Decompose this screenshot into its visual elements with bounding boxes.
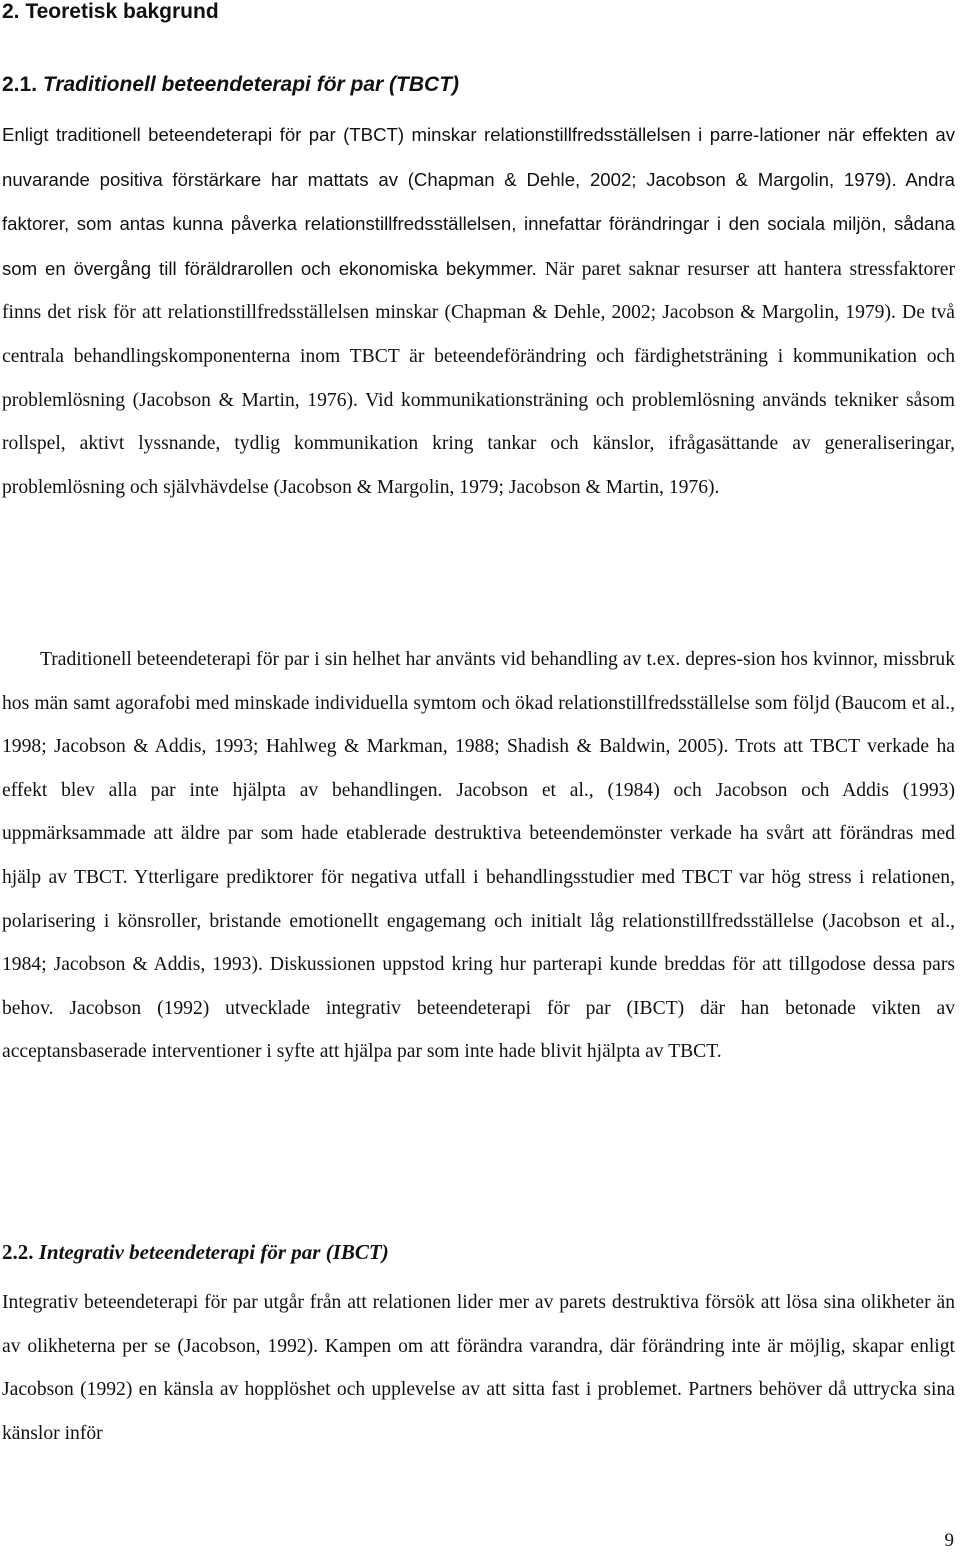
paragraph-run: Andra faktorer, som antas kunna påverka relationstillfredsställelsen, innefattar förändringar i den sociala miljön, sådana som en övergång till föräldrarollen och ekonomiska bekymmer. — [2, 168, 955, 279]
section-title-2-1 — [2, 73, 459, 97]
paragraph-run: När paret saknar resurser att hantera stressfaktorer finns det risk för att relationstillfredsställelsen minskar (Chapman & Dehle, 2002; Jacobson & Margolin, 1979). De två centrala behandlingskomponenterna inom TBCT är beteendeförändring och färdighetsträning i kommunikation och problemlösning (Jacobson & Martin, 1976). Vid kommunikationsträning och problemlösning används tekniker såsom rollspel, aktivt lyssnande, tydlig kommunikation kring tankar och känslor, ifrågasättande av generaliseringar, problemlösning och självhävdelse (Jacobson & Margolin, 1979; Jacobson & Martin, 1976). — [2, 258, 956, 498]
paragraph-tbct-outcomes — [2, 638, 955, 1074]
section-number: 2.1. — [2, 73, 43, 96]
section-title-2-2 — [2, 1240, 389, 1264]
page-number: 9 — [944, 1530, 954, 1551]
section-heading-text: Traditionell beteendeterapi för par (TBCT) — [42, 73, 460, 96]
paragraph-ibct-intro — [2, 1281, 955, 1455]
section-number: 2.2. — [2, 1240, 39, 1264]
paragraph-tbct-intro — [2, 113, 955, 509]
section-heading-text: Integrativ beteendeterapi för par (IBCT) — [38, 1240, 389, 1264]
paragraph-run: Traditionell beteendeterapi för par i sin helhet har använts vid behandling av t.ex. depres-sion hos kvinnor, missbruk hos män samt agorafobi med minskade individuella symtom och ökad relationstillfredsställelse som följd (Baucom et al., 1998; Jacobson & Addis, 1993; Hahlweg & Markman, 1988; Shadish & Baldwin, 2005). Trots att TBCT verkade ha effekt blev alla par inte hjälpta av behandlingen. Jacobson et al., (1984) och Jacobson och Addis (1993) uppmärksammade att äldre par som hade etablerade destruktiva beteendemönster verkade ha svårt att förändras med hjälp av TBCT. Ytterligare prediktorer för negativa utfall i behandlingsstudier med TBCT var hög stress i relationen, polarisering i könsroller, bristande emotionellt engagemang och initialt låg relationstillfredsställelse (Jacobson et al., 1984; Jacobson & Addis, 1993). Diskussionen uppstod kring hur parterapi kunde breddas för att tillgodose dessa pars behov. Jacobson (1992) utvecklade integrativ beteendeterapi för par (IBCT) där han betonade vikten av acceptansbaserade interventioner i syfte att hjälpa par som inte hade blivit hjälpta av TBCT. — [2, 649, 955, 1063]
chapter-title: 2. Teoretisk bakgrund — [2, 0, 219, 23]
paragraph-run: Enligt traditionell beteendeterapi för par (TBCT) minskar relationstillfredsställelsen i parre-lationer när effekten av nuvarande positiva förstärkare har mattats av (Chapman & Dehle, 2002; Jacobson & Margolin, 1979). — [2, 124, 955, 190]
paragraph-run: Integrativ beteendeterapi för par utgår från att relationen lider mer av parets destruktiva försök att lösa sina olikheter än av olikheterna per se (Jacobson, 1992). Kampen om att förändra varandra, där förändring inte är möjlig, skapar enligt Jacobson (1992) en känsla av hopplöshet och upplevelse av att sitta fast i problemet. Partners behöver då uttrycka sina känslor inför — [2, 1292, 955, 1444]
